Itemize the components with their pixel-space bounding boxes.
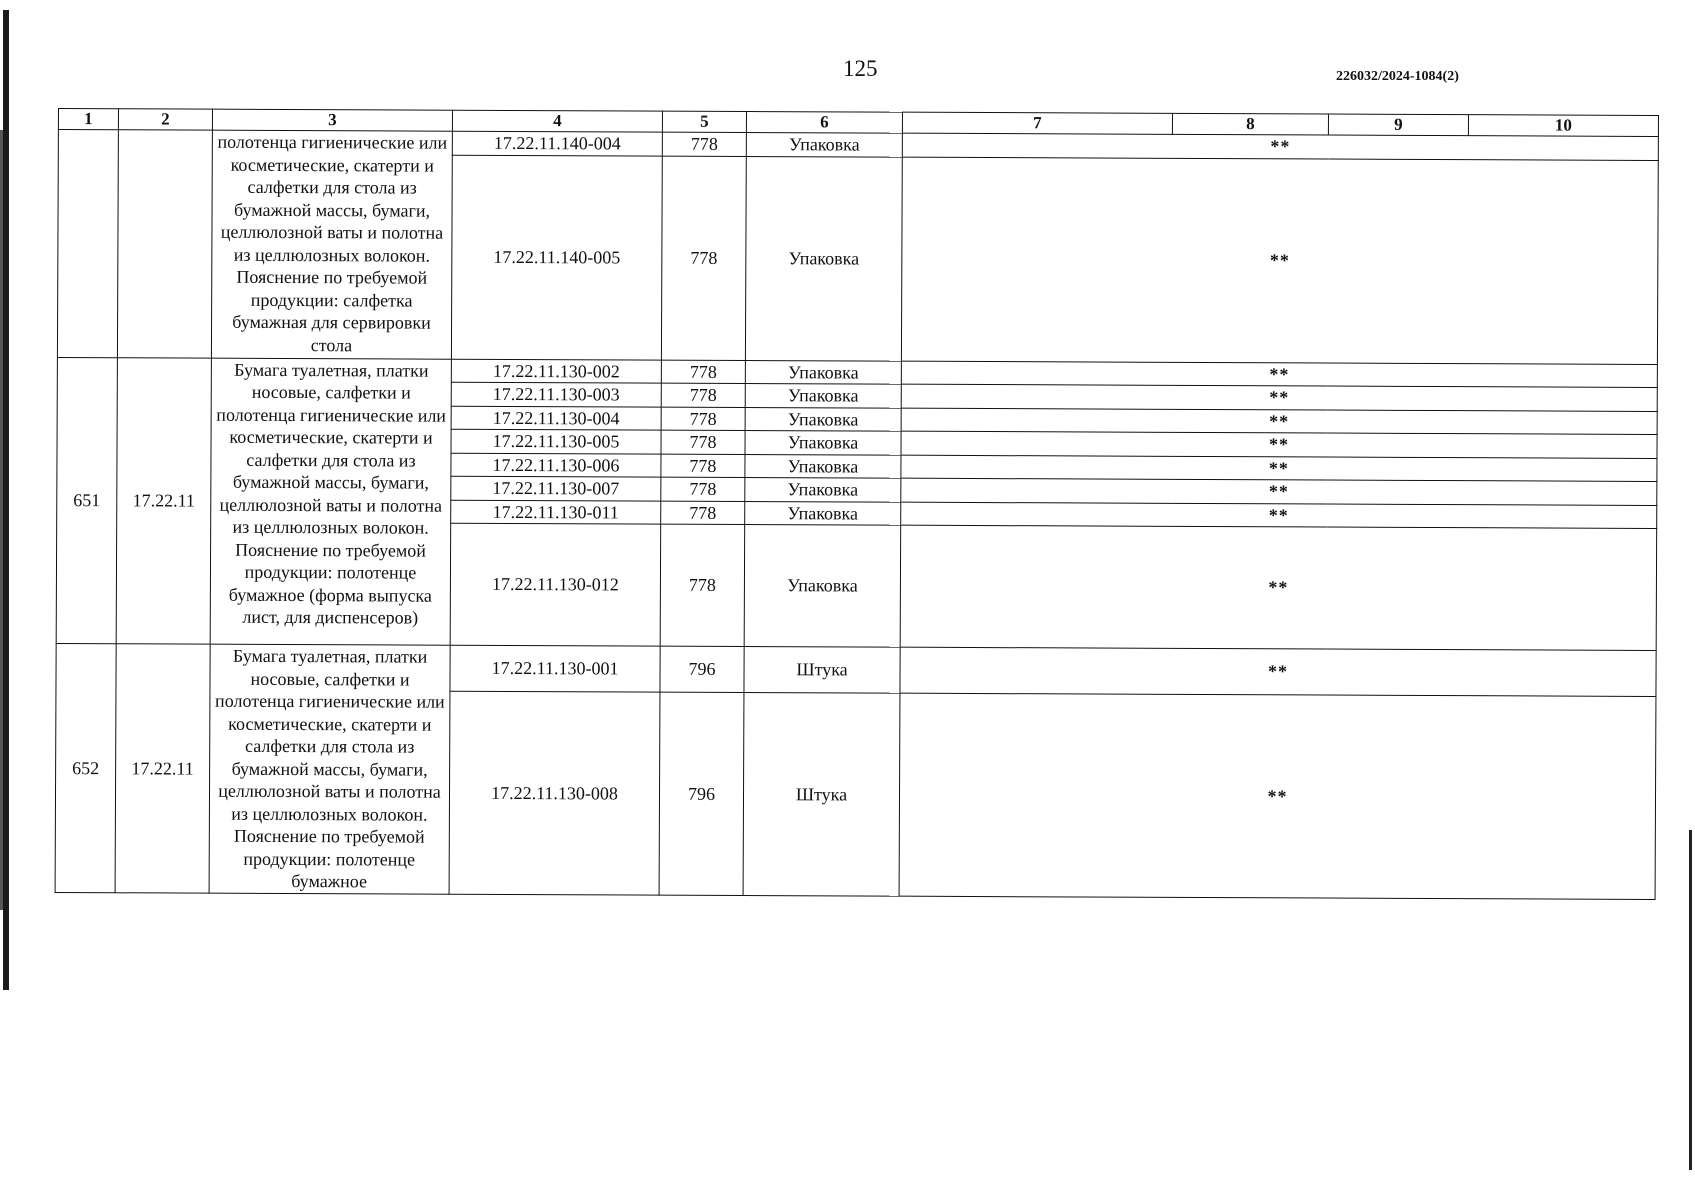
note-mark: ** [899, 694, 1656, 899]
product-description: полотенца гигиенические или косметические, скатерти и салфетки для стола из бумажной массы, бумаги, целлюлозной ваты и полотна из целлюлозных волокон. Пояснение по требуемой продукции: салфетка бумажная для сервировки стола [211, 130, 452, 359]
ktru-code: 17.22.11.130-003 [451, 382, 661, 406]
unit-name: Упаковка [745, 360, 901, 384]
okpd-code: 17.22.11 [116, 357, 211, 644]
col-header-9: 9 [1328, 114, 1468, 136]
note-mark: ** [901, 455, 1657, 482]
table-row [56, 643, 1656, 696]
unit-name: Упаковка [744, 525, 901, 648]
ktru-code: 17.22.11.130-007 [451, 476, 661, 500]
ktru-code: 17.22.11.130-002 [451, 359, 661, 383]
products-table [55, 108, 1659, 899]
scan-edge-shadow [0, 130, 3, 910]
ktru-code: 17.22.11.140-004 [452, 131, 662, 155]
row-number [57, 130, 118, 358]
note-mark: ** [901, 361, 1657, 388]
okpd-code: 17.22.11 [115, 644, 210, 893]
row-number: 651 [56, 357, 117, 644]
col-header-2: 2 [118, 109, 212, 130]
document-id: 226032/2024-1084(2) [1336, 69, 1459, 84]
scan-edge-bar [3, 10, 9, 990]
unit-name: Упаковка [746, 133, 902, 157]
okei-code: 778 [661, 477, 745, 501]
col-header-4: 4 [452, 110, 662, 132]
ktru-code: 17.22.11.130-005 [451, 429, 661, 453]
note-mark: ** [901, 157, 1658, 364]
unit-name: Штука [743, 693, 900, 896]
col-header-10: 10 [1468, 115, 1658, 137]
okei-code: 778 [661, 430, 745, 454]
note-mark: ** [900, 647, 1656, 697]
col-header-6: 6 [746, 112, 902, 134]
okei-code: 778 [661, 360, 745, 384]
okei-code: 778 [661, 407, 745, 431]
note-mark: ** [902, 133, 1658, 160]
unit-name: Упаковка [745, 384, 901, 408]
okei-code: 778 [662, 132, 746, 156]
ktru-code: 17.22.11.130-008 [449, 692, 660, 895]
okei-code: 778 [660, 524, 745, 646]
okei-code: 778 [661, 501, 745, 525]
col-header-1: 1 [58, 109, 118, 130]
col-header-3: 3 [212, 109, 452, 131]
ktru-code: 17.22.11.140-005 [451, 155, 662, 360]
okei-code: 796 [659, 693, 744, 895]
note-mark: ** [901, 384, 1657, 411]
okei-code: 778 [661, 156, 746, 360]
unit-name: Штука [744, 646, 900, 693]
note-mark: ** [901, 478, 1657, 505]
note-mark: ** [901, 431, 1657, 458]
ktru-code: 17.22.11.130-004 [451, 406, 661, 430]
unit-name: Упаковка [745, 407, 901, 431]
unit-name: Упаковка [745, 501, 901, 525]
page-number: 125 [843, 56, 878, 81]
ktru-code: 17.22.11.130-001 [450, 645, 660, 692]
okei-code: 778 [661, 454, 745, 478]
okei-code: 778 [661, 383, 745, 407]
unit-name: Упаковка [745, 454, 901, 478]
row-number: 652 [55, 643, 116, 892]
unit-name: Упаковка [745, 156, 902, 361]
col-header-5: 5 [662, 111, 746, 132]
unit-name: Упаковка [745, 431, 901, 455]
ktru-code: 17.22.11.130-012 [450, 523, 661, 646]
okei-code: 796 [660, 646, 744, 693]
product-description: Бумага туалетная, платки носовые, салфетки и полотенца гигиенические или косметические, скатерти и салфетки для стола из бумажной массы, бумаги, целлюлозной ваты и полотна из целлюлозных волокон. Пояснение по требуемой продукции: полотенце бумажное [209, 644, 450, 894]
scan-edge [0, 10, 10, 990]
col-header-7: 7 [902, 112, 1172, 134]
scan-right-edge [1689, 830, 1692, 1170]
note-mark: ** [901, 408, 1657, 435]
ktru-code: 17.22.11.130-011 [451, 500, 661, 524]
okpd-code [117, 130, 212, 358]
unit-name: Упаковка [745, 478, 901, 502]
product-description: Бумага туалетная, платки носовые, салфетки и полотенца гигиенические или косметические, скатерти и салфетки для стола из бумажной массы, бумаги, целлюлозной ваты и полотна из целлюлозных волокон. Пояснение по требуемой продукции: полотенце бумажное (форма выпуска лист, для диспенсеров) [210, 358, 451, 646]
col-header-8: 8 [1172, 113, 1328, 135]
ktru-code: 17.22.11.130-006 [451, 453, 661, 477]
note-mark: ** [901, 502, 1657, 529]
note-mark: ** [900, 525, 1657, 650]
